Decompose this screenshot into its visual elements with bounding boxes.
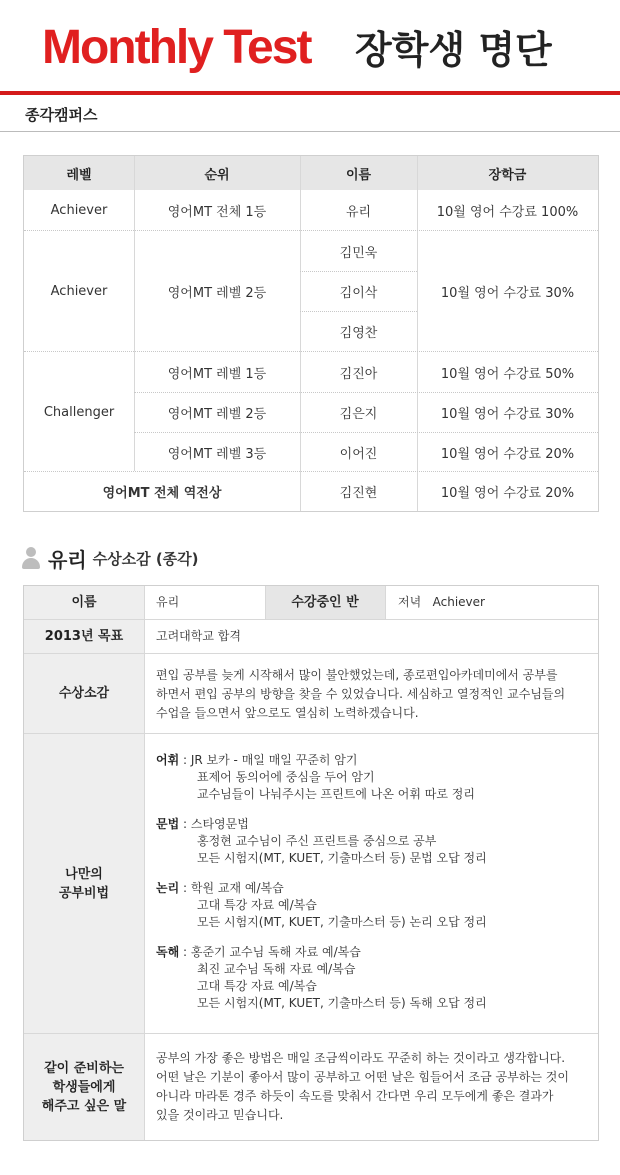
table-cell-award: 10월 영어 수강료 20% bbox=[440, 446, 575, 462]
table-cell-special-award: 영어MT 전체 역전상 bbox=[102, 486, 222, 501]
label-name: 이름 bbox=[24, 586, 144, 619]
method-key: 어휘 bbox=[156, 753, 180, 767]
table-cell-name: 김이삭 bbox=[339, 285, 378, 301]
table-cell-name: 김진아 bbox=[339, 366, 378, 382]
label-speech: 수상소감 bbox=[24, 654, 144, 733]
table-cell-rank: 영어MT 레벨 1등 bbox=[167, 366, 267, 382]
method-line: 교수님들이 나눠주시는 프린트에 나온 어휘 따로 정리 bbox=[197, 787, 475, 801]
review-heading bbox=[22, 545, 199, 571]
label-advice: 같이 준비하는 학생들에게 해주고 싶은 말 bbox=[24, 1034, 144, 1140]
value-class: 저녁 Achiever bbox=[398, 595, 485, 609]
table-cell-level: Achiever bbox=[50, 202, 108, 218]
method-grammar: 문법 : 스타영문법 홍정현 교수님이 주신 프린트를 중심으로 공부 모든 시험지(MT, KUET, 기출마스터 등) 문법 오답 정리 bbox=[156, 817, 487, 865]
advice-line: 어떤 날은 기분이 좋아서 많이 공부하고 어떤 날은 힘들어서 조금 공부하는 것이 bbox=[156, 1070, 569, 1084]
method-line: 고대 특강 자료 예/복습 bbox=[197, 898, 317, 912]
table-cell-name: 김진현 bbox=[339, 486, 378, 501]
method-line: 고대 특강 자료 예/복습 bbox=[197, 979, 317, 993]
method-line: 학원 교재 예/복습 bbox=[190, 881, 284, 895]
method-line: 스타영문법 bbox=[190, 817, 249, 831]
table-cell-level: Achiever bbox=[50, 283, 108, 299]
title-korean: 장학생 명단 bbox=[355, 28, 552, 72]
title-english: Monthly Test bbox=[42, 21, 311, 74]
person-icon bbox=[22, 547, 40, 569]
table-cell-award: 10월 영어 수강료 30% bbox=[440, 406, 575, 422]
scholarship-table bbox=[23, 155, 599, 512]
method-key: 문법 bbox=[156, 817, 180, 831]
method-line: 표제어 동의어에 중심을 두어 암기 bbox=[197, 770, 375, 784]
method-line: 홍준기 교수님 독해 자료 예/복습 bbox=[190, 945, 361, 959]
campus-label: 종각캠퍼스 bbox=[25, 106, 98, 124]
advice-line: 아니라 마라톤 경주 하듯이 속도를 맞춰서 간다면 우리 모두에게 좋은 결과가 bbox=[156, 1089, 554, 1103]
method-line: JR 보카 - 매일 매일 꾸준히 암기 bbox=[190, 753, 358, 767]
table-cell-award: 10월 영어 수강료 50% bbox=[440, 366, 575, 382]
method-line: 모든 시험지(MT, KUET, 기출마스터 등) 독해 오답 정리 bbox=[197, 996, 487, 1010]
table-cell-name: 김은지 bbox=[339, 406, 378, 422]
label-method: 나만의 공부비법 bbox=[24, 734, 144, 1033]
speech-line: 편입 공부를 늦게 시작해서 많이 불안했었는데, 종로편입아카데미에서 공부를 bbox=[156, 668, 558, 682]
advice-line: 공부의 가장 좋은 방법은 매일 조금씩이라도 꾸준히 하는 것이라고 생각합니다. bbox=[156, 1051, 566, 1065]
table-cell-award: 10월 영어 수강료 20% bbox=[440, 486, 575, 501]
table-cell-award: 10월 영어 수강료 30% bbox=[440, 285, 575, 301]
campus-divider bbox=[0, 131, 620, 132]
table-cell-name: 이어진 bbox=[339, 446, 378, 462]
column-header-level: 레벨 bbox=[24, 156, 134, 190]
header-divider bbox=[0, 91, 620, 95]
table-cell-rank: 영어MT 전체 1등 bbox=[167, 204, 267, 220]
value-advice bbox=[156, 1049, 569, 1125]
column-header-rank: 순위 bbox=[134, 156, 300, 190]
table-cell-name: 김민욱 bbox=[339, 245, 378, 261]
method-vocabulary: 어휘 : JR 보카 - 매일 매일 꾸준히 암기 표제어 동의어에 중심을 두어 암기 교수님들이 나눠주시는 프린트에 나온 어휘 따로 정리 bbox=[156, 753, 475, 801]
method-key: 논리 bbox=[156, 881, 180, 895]
method-key: 독해 bbox=[156, 945, 180, 959]
speech-line: 수업을 들으면서 앞으로도 열심히 노력하겠습니다. bbox=[156, 706, 419, 720]
method-logic: 논리 : 학원 교재 예/복습 고대 특강 자료 예/복습 모든 시험지(MT, KUET, 기출마스터 등) 논리 오답 정리 bbox=[156, 881, 487, 929]
label-class: 수강중인 반 bbox=[265, 586, 385, 619]
value-goal: 고려대학교 합격 bbox=[156, 629, 241, 643]
table-cell-rank: 영어MT 레벨 3등 bbox=[167, 446, 267, 462]
method-line: 홍정현 교수님이 주신 프린트를 중심으로 공부 bbox=[197, 834, 437, 848]
table-cell-name: 유리 bbox=[345, 204, 372, 220]
value-speech bbox=[156, 666, 565, 723]
table-cell-rank: 영어MT 레벨 2등 bbox=[167, 285, 267, 301]
table-cell-rank: 영어MT 레벨 2등 bbox=[167, 406, 267, 422]
speech-line: 하면서 편입 공부의 방향을 찾을 수 있었습니다. 세심하고 열정적인 교수님들의 bbox=[156, 687, 566, 701]
method-line: 모든 시험지(MT, KUET, 기출마스터 등) 문법 오답 정리 bbox=[197, 851, 487, 865]
review-table bbox=[23, 585, 599, 1141]
label-goal: 2013년 목표 bbox=[24, 620, 144, 653]
review-student-name: 유리 bbox=[48, 547, 87, 572]
table-cell-level: Challenger bbox=[43, 404, 115, 420]
value-name: 유리 bbox=[156, 595, 180, 609]
column-header-award: 장학금 bbox=[417, 156, 598, 190]
review-subtitle: 수상소감 (종각) bbox=[92, 549, 199, 568]
method-line: 모든 시험지(MT, KUET, 기출마스터 등) 논리 오답 정리 bbox=[197, 915, 487, 929]
method-line: 최진 교수님 독해 자료 예/복습 bbox=[197, 962, 356, 976]
table-cell-name: 김영찬 bbox=[339, 325, 378, 341]
table-cell-award: 10월 영어 수강료 100% bbox=[436, 204, 579, 220]
page-header bbox=[0, 0, 620, 95]
method-reading: 독해 : 홍준기 교수님 독해 자료 예/복습 최진 교수님 독해 자료 예/복습 고대 특강 자료 예/복습 모든 시험지(MT, KUET, 기출마스터 등) 독해 오답 정리 bbox=[156, 945, 487, 1010]
column-header-name: 이름 bbox=[300, 156, 417, 190]
advice-line: 있을 것이라고 믿습니다. bbox=[156, 1108, 284, 1122]
